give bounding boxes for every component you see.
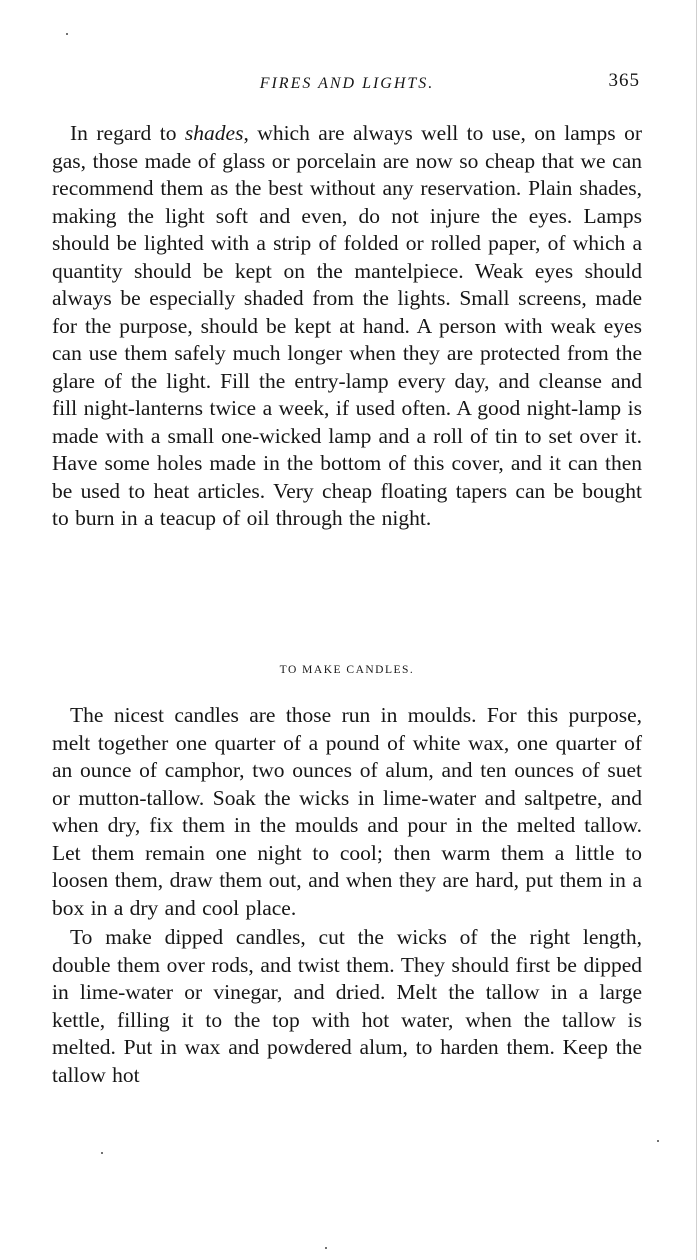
running-title: FIRES AND LIGHTS. [259,75,435,92]
running-header [52,70,642,96]
page-edge-line [696,0,697,1260]
body-paragraph [52,120,642,533]
paragraph-text: , which are always well to use, on lamps or gas, those made of glass or porcelain are now so cheap that we can recommend them as the best without any reservation. Plain shades, making the light soft and even, do not injure the eyes. Lamps should be lighted with a strip of folded or rolled paper, of which a quantity should be kept on the mantelpiece. Weak eyes should always be especially shaded from the lights. Small screens, made for the purpose, should be kept at hand. A person with weak eyes can use them safely much longer when they are protected from the glare of the light. Fill the entry-lamp every day, and cleanse and fill night-lanterns twice a week, if used often. A good night-lamp is made with a small one-wicked lamp and a roll of tin to set over it. Have some holes made in the bottom of this cover, and it can then be used to heat articles. Very cheap floating tapers can be bought to burn in a teacup of oil through the night. [52,121,642,530]
body-paragraph: To make dipped candles, cut the wicks of the right length, double them over rods, and twist them. They should first be dipped in lime-water or vinegar, and dried. Melt the tallow in a large kettle, filling it to the top with hot water, when the tallow is melted. Put in wax and powdered alum, to harden them. Keep the tallow hot [52,925,642,1087]
body-paragraph: The nicest candles are those run in moulds. For this purpose, melt together one quarter of a pound of white wax, one quarter of an ounce of camphor, two ounces of alum, and ten ounces of suet or mutton-tallow. Soak the wicks in lime-water and saltpetre, and when dry, fix them in the moulds and pour in the melted tallow. Let them remain one night to cool; then warm them a little to loosen them, draw them out, and when they are hard, put them in a box in a dry and cool place. [52,703,642,920]
paragraph-shades [52,120,642,533]
ink-speck [101,1152,103,1154]
ink-speck [66,33,68,35]
emphasis-text: shades [184,121,244,145]
ink-speck [657,1140,659,1142]
paragraph-text: In regard to [70,121,185,145]
section-body [52,702,642,1089]
page-number: 365 [608,70,640,91]
ink-speck [325,1247,327,1249]
section-heading: TO MAKE CANDLES. [279,664,415,676]
